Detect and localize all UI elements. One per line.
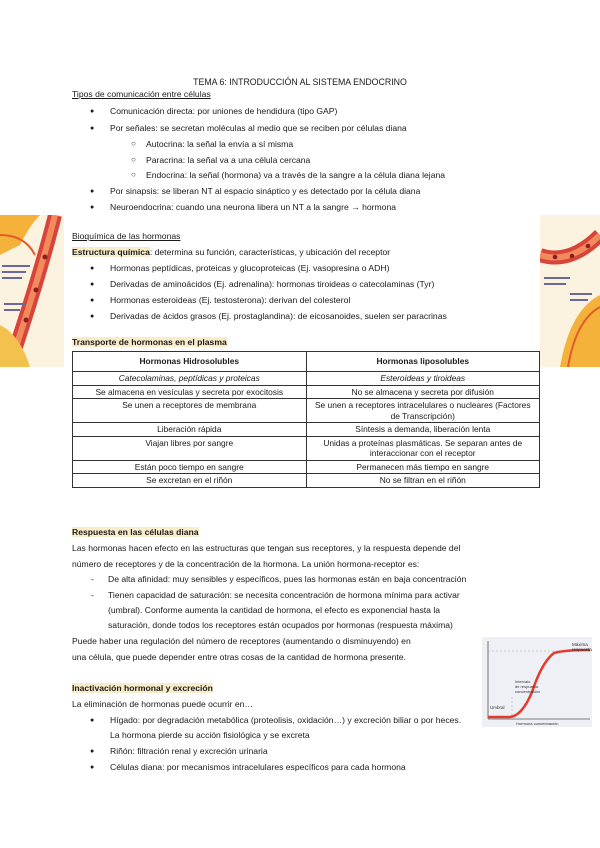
structure-text: : determina su función, características, y ubicación del receptor [149, 247, 391, 257]
sub-list-item: ○ Autocrina: la señal la envía a sí misma [146, 139, 293, 150]
table-cell: Se almacena en vesículas y secreta por exocitosis [73, 385, 307, 399]
max-label-1: Máxima [572, 642, 588, 647]
section-heading-respuesta: Respuesta en las células diana [72, 527, 199, 537]
page-title: TEMA 6: INTRODUCCIÓN AL SISTEMA ENDOCRINO [193, 77, 407, 87]
threshold-label: Umbral [490, 705, 505, 710]
table-header-row [73, 352, 540, 372]
list-item: ● Derivadas de ácidos grasos (Ej. prostaglandina): de eicosanoides, suelen ser paracrinas [110, 311, 447, 322]
table-row [73, 385, 540, 399]
endocrine-illustration-right [540, 215, 600, 367]
table-cell: Liberación rápida [73, 423, 307, 437]
table-cell: No se filtran en el riñón [306, 474, 540, 488]
table-cell: Se excretan en el riñón [73, 474, 307, 488]
paragraph-line: Las hormonas hacen efecto en las estructuras que tengan sus receptores, y la respuesta depende del [72, 543, 461, 553]
table-row [73, 372, 540, 386]
paragraph-line: La eliminación de hormonas puede ocurrir en… [72, 699, 254, 709]
table-row [73, 399, 540, 423]
dash-item-cont: (umbral). Conforme aumenta la cantidad de hormona, el efecto es exponencial hasta la [108, 605, 441, 615]
mid-label-3: concentración [515, 689, 540, 694]
structure-label: Estructura química [72, 247, 150, 257]
structure-line [72, 247, 390, 258]
max-label-2: respuesta [572, 647, 592, 652]
table-cell: No se almacena y secreta por difusión [306, 385, 540, 399]
table-cell: Unidas a proteínas plasmáticas. Se separan antes de interaccionar con el receptor [306, 436, 540, 460]
table-cell: Síntesis a demanda, liberación lenta [306, 423, 540, 437]
list-item: ● Derivadas de aminoácidos (Ej. adrenalina): hormonas tiroideas o catecolaminas (Tyr) [110, 279, 434, 290]
sub-list-item: ○ Endocrina: la señal (hormona) va a través de la sangre a la célula diana lejana [146, 170, 445, 181]
mid-label-1: Intervalo [515, 679, 531, 684]
table-cell: Se unen a receptores intracelulares o nucleares (Factores de Transcripción) [306, 399, 540, 423]
x-axis-label: Hormona concentración [516, 721, 559, 726]
endocrine-illustration-left [0, 215, 64, 367]
dash-item-cont: saturación, donde todos los receptores están ocupados por hormonas (respuesta máxima) [108, 620, 453, 630]
list-item: ● Hormonas esteroideas (Ej. testosterona): derivan del colesterol [110, 295, 350, 306]
paragraph-line: Puede haber una regulación del número de receptores (aumentando o disminuyendo) en [72, 636, 411, 646]
table-row [73, 460, 540, 474]
section-heading-inactivacion: Inactivación hormonal y excreción [72, 683, 213, 693]
list-item: ● Por señales: se secretan moléculas al medio que se reciben por células diana [110, 123, 407, 134]
list-item: ● Células diana: por mecanismos intracelulares específicos para cada hormona [110, 762, 406, 773]
table-cell: Se unen a receptores de membrana [73, 399, 307, 423]
mid-label-2: de respuesta [515, 684, 539, 689]
dash-item: - De alta afinidad: muy sensibles y específicos, pues las hormonas están en baja concentración [108, 574, 466, 585]
sub-list-item: ○ Paracrina: la señal va a una célula cercana [146, 155, 310, 166]
transport-table [72, 351, 540, 488]
paragraph-line: número de receptores y de la concentración de la hormona. La unión hormona-receptor es: [72, 559, 420, 569]
table-cell: Permanecen más tiempo en sangre [306, 460, 540, 474]
table-cell: Catecolaminas, peptídicas y proteicas [73, 372, 307, 386]
list-item: ● Hormonas peptídicas, proteicas y glucoproteicas (Ej. vasopresina o ADH) [110, 263, 389, 274]
section-heading-transporte: Transporte de hormonas en el plasma [72, 337, 227, 347]
table-cell: Viajan libres por sangre [73, 436, 307, 460]
list-item: ● Neuroendocrina: cuando una neurona libera un NT a la sangre → hormona [110, 202, 396, 213]
list-item: ● Por sinapsis: se liberan NT al espacio sináptico y es detectado por la célula diana [110, 186, 420, 197]
section-heading-bioquimica: Bioquímica de las hormonas [72, 231, 181, 241]
table-cell: Esteroideas y tiroideas [306, 372, 540, 386]
table-header: Hormonas liposolubles [306, 352, 540, 372]
list-item: ● Riñón: filtración renal y excreción urinaria [110, 746, 268, 757]
dash-item: - Tienen capacidad de saturación: se necesita concentración de hormona mínima para activar [108, 590, 460, 601]
table-row [73, 423, 540, 437]
table-row [73, 474, 540, 488]
table-cell: Están poco tiempo en sangre [73, 460, 307, 474]
dose-response-graph [482, 637, 592, 727]
list-item-cont: La hormona pierde su acción fisiológica y se excreta [110, 730, 310, 740]
section-heading-comunicacion: Tipos de comunicación entre células [72, 89, 211, 99]
list-item: ● Hígado: por degradación metabólica (proteolisis, oxidación…) y excreción biliar o por heces. [110, 715, 461, 726]
table-header: Hormonas Hidrosolubles [73, 352, 307, 372]
table-row [73, 436, 540, 460]
list-item: ● Comunicación directa: por uniones de hendidura (tipo GAP) [110, 106, 337, 117]
paragraph-line: una célula, que puede depender entre otras cosas de la cantidad de hormona presente. [72, 652, 406, 662]
